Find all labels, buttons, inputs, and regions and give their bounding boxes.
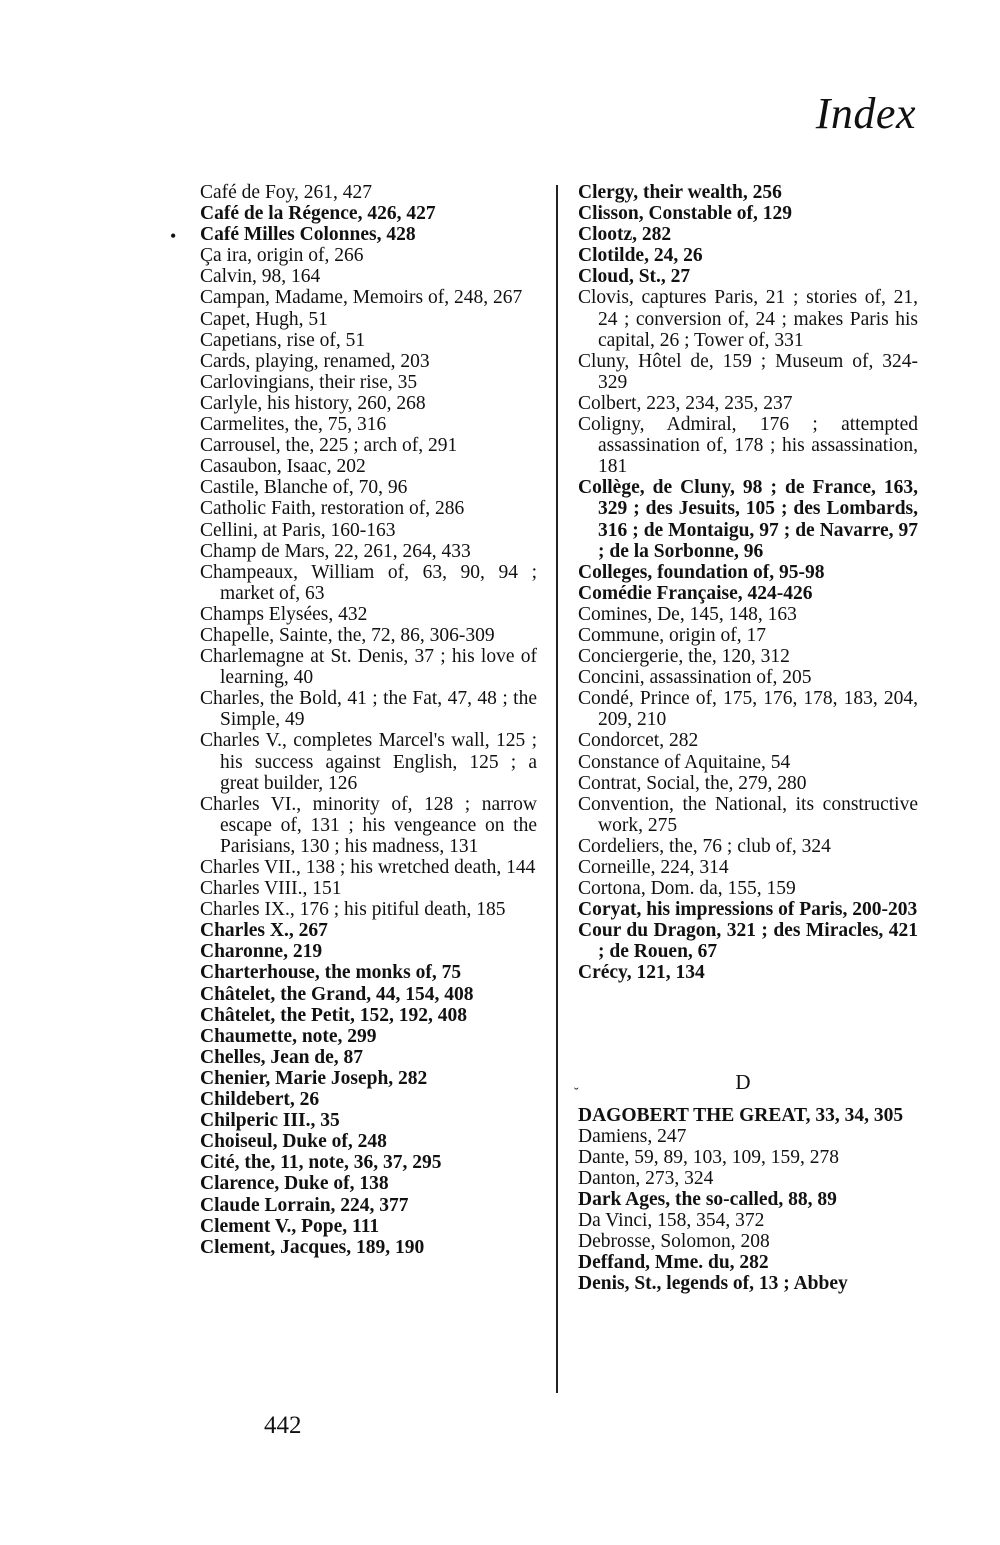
index-entry: Champ de Mars, 22, 261, 264, 433: [200, 540, 471, 562]
index-entry: Casaubon, Isaac, 202: [200, 456, 366, 478]
index-entry: Chenier, Marie Joseph, 282: [200, 1067, 428, 1089]
index-entry: Cordeliers, the, 76 ; club of, 324: [578, 835, 831, 857]
index-entry: Clovis, captures Paris, 21 ; stories of, 21, 24 ; conversion of, 24 ; makes Paris his capital, 26 ; Tower of, 331: [578, 287, 918, 351]
index-entry: Crécy, 121, 134: [578, 962, 705, 984]
index-entry: Comines, De, 145, 148, 163: [578, 603, 797, 625]
index-entry: Comédie Française, 424-426: [578, 582, 813, 604]
index-entry: Childebert, 26: [200, 1089, 320, 1111]
index-entry: Corneille, 224, 314: [578, 857, 729, 878]
index-entry: Deffand, Mme. du, 282: [578, 1252, 769, 1274]
index-entry: Charles VII., 138 ; his wretched death, 144: [200, 857, 536, 878]
index-entry: Châtelet, the Grand, 44, 154, 408: [200, 983, 474, 1005]
margin-bullet: •: [170, 226, 177, 246]
column-divider: [556, 185, 558, 1393]
section-letter: D: [735, 1069, 751, 1094]
index-entry: Clotilde, 24, 26: [578, 245, 703, 267]
index-entry: Choiseul, Duke of, 248: [200, 1131, 387, 1153]
index-entry: Dark Ages, the so-called, 88, 89: [578, 1189, 837, 1211]
index-entry: Debrosse, Solomon, 208: [578, 1231, 770, 1253]
index-entry: Capet, Hugh, 51: [200, 308, 328, 330]
index-entry: Champeaux, William of, 63, 90, 94 ; market of, 63: [200, 561, 537, 604]
index-entry: Denis, St., legends of, 13 ; Abbey: [578, 1273, 848, 1295]
index-entry: Cortona, Dom. da, 155, 159: [578, 878, 796, 900]
index-entry: Cour du Dragon, 321 ; des Miracles, 421 ; de Rouen, 67: [578, 920, 918, 963]
index-entry: Charles VIII., 151: [200, 878, 342, 900]
index-entry: Clergy, their wealth, 256: [578, 182, 782, 203]
index-entry: Châtelet, the Petit, 152, 192, 408: [200, 1004, 467, 1026]
index-entry: Café de la Régence, 426, 427: [200, 203, 436, 225]
index-entry: Cité, the, 11, note, 36, 37, 295: [200, 1152, 442, 1174]
index-entry: Chilperic III., 35: [200, 1110, 340, 1132]
index-entry: Charles VI., minority of, 128 ; narrow escape of, 131 ; his vengeance on the Parisians, 130 ; his madness, 131: [200, 793, 537, 857]
index-entry: Commune, origin of, 17: [578, 624, 766, 646]
index-entry: Cellini, at Paris, 160-163: [200, 519, 396, 541]
left-index-column: [200, 182, 537, 1258]
index-entry: Dante, 59, 89, 103, 109, 159, 278: [578, 1146, 840, 1168]
index-entry: Colbert, 223, 234, 235, 237: [578, 392, 793, 414]
index-entry: Clarence, Duke of, 138: [200, 1173, 389, 1195]
index-entry: Catholic Faith, restoration of, 286: [200, 498, 465, 520]
right-index-column: [578, 182, 918, 1295]
index-entry: DAGOBERT THE GREAT, 33, 34, 305: [578, 1104, 904, 1126]
stray-mark: ˘: [574, 1086, 579, 1101]
index-entry: Colleges, foundation of, 95-98: [578, 561, 825, 583]
index-entry: Coligny, Admiral, 176 ; attempted assassination of, 178 ; his assassination, 181: [578, 414, 918, 478]
index-entry: Castile, Blanche of, 70, 96: [200, 477, 408, 499]
index-entry: Charles, the Bold, 41 ; the Fat, 47, 48 ; the Simple, 49: [200, 688, 537, 731]
index-entry: Contrat, Social, the, 279, 280: [578, 772, 807, 794]
index-entry: Collège, de Cluny, 98 ; de France, 163, 329 ; des Jesuits, 105 ; des Lombards, 316 ; de Montaigu, 97 ; de Navarre, 97 ; de la Sorbonne, 96: [578, 477, 918, 562]
index-entry: Carmelites, the, 75, 316: [200, 414, 387, 436]
index-entry: Champs Elysées, 432: [200, 603, 368, 625]
index-entry: Clisson, Constable of, 129: [578, 203, 792, 225]
index-entry: Clement, Jacques, 189, 190: [200, 1236, 425, 1258]
index-entry: Charles IX., 176 ; his pitiful death, 185: [200, 899, 506, 921]
index-entry: Charonne, 219: [200, 941, 323, 963]
index-entry: Cloud, St., 27: [578, 266, 691, 288]
index-entry: Condorcet, 282: [578, 730, 699, 752]
index-entry: Cluny, Hôtel de, 159 ; Museum of, 324-329: [578, 350, 918, 393]
index-entry: Clement V., Pope, 111: [200, 1215, 380, 1237]
index-entry: Calvin, 98, 164: [200, 266, 321, 288]
index-entry: Campan, Madame, Memoirs of, 248, 267: [200, 287, 523, 309]
index-entry: Conciergerie, the, 120, 312: [578, 646, 790, 668]
index-entry: Concini, assassination of, 205: [578, 667, 812, 689]
index-entry: Clootz, 282: [578, 224, 672, 246]
index-entry: Danton, 273, 324: [578, 1167, 714, 1189]
index-entry: Capetians, rise of, 51: [200, 329, 366, 351]
index-entry: Cards, playing, renamed, 203: [200, 350, 430, 372]
index-entry: Convention, the National, its constructive work, 275: [578, 793, 918, 836]
index-entry: Carlyle, his history, 260, 268: [200, 392, 426, 414]
page-number: 442: [264, 1412, 302, 1439]
index-entry: Chapelle, Sainte, the, 72, 86, 306-309: [200, 624, 495, 646]
index-entry: Chaumette, note, 299: [200, 1025, 377, 1047]
index-entry: Claude Lorrain, 224, 377: [200, 1194, 409, 1216]
index-entry: Da Vinci, 158, 354, 372: [578, 1210, 765, 1232]
index-entry: Coryat, his impressions of Paris, 200-203: [578, 899, 918, 921]
page-title: Index: [815, 89, 916, 138]
index-entry: Charlemagne at St. Denis, 37 ; his love of learning, 40: [200, 646, 537, 689]
index-entry: Café Milles Colonnes, 428: [200, 224, 416, 246]
index-entry: Café de Foy, 261, 427: [200, 182, 373, 203]
index-entry: Carrousel, the, 225 ; arch of, 291: [200, 435, 458, 457]
index-entry: Damiens, 247: [578, 1125, 687, 1147]
index-entry: Chelles, Jean de, 87: [200, 1046, 364, 1068]
index-entry: Constance of Aquitaine, 54: [578, 751, 791, 773]
index-entry: Ça ira, origin of, 266: [200, 245, 364, 267]
index-entry: Charterhouse, the monks of, 75: [200, 962, 462, 984]
index-entry: Charles V., completes Marcel's wall, 125 ; his success against English, 125 ; a great builder, 126: [200, 730, 537, 794]
index-entry: Condé, Prince of, 175, 176, 178, 183, 204, 209, 210: [578, 688, 918, 731]
index-entry: Charles X., 267: [200, 920, 328, 942]
index-entry: Carlovingians, their rise, 35: [200, 371, 418, 393]
